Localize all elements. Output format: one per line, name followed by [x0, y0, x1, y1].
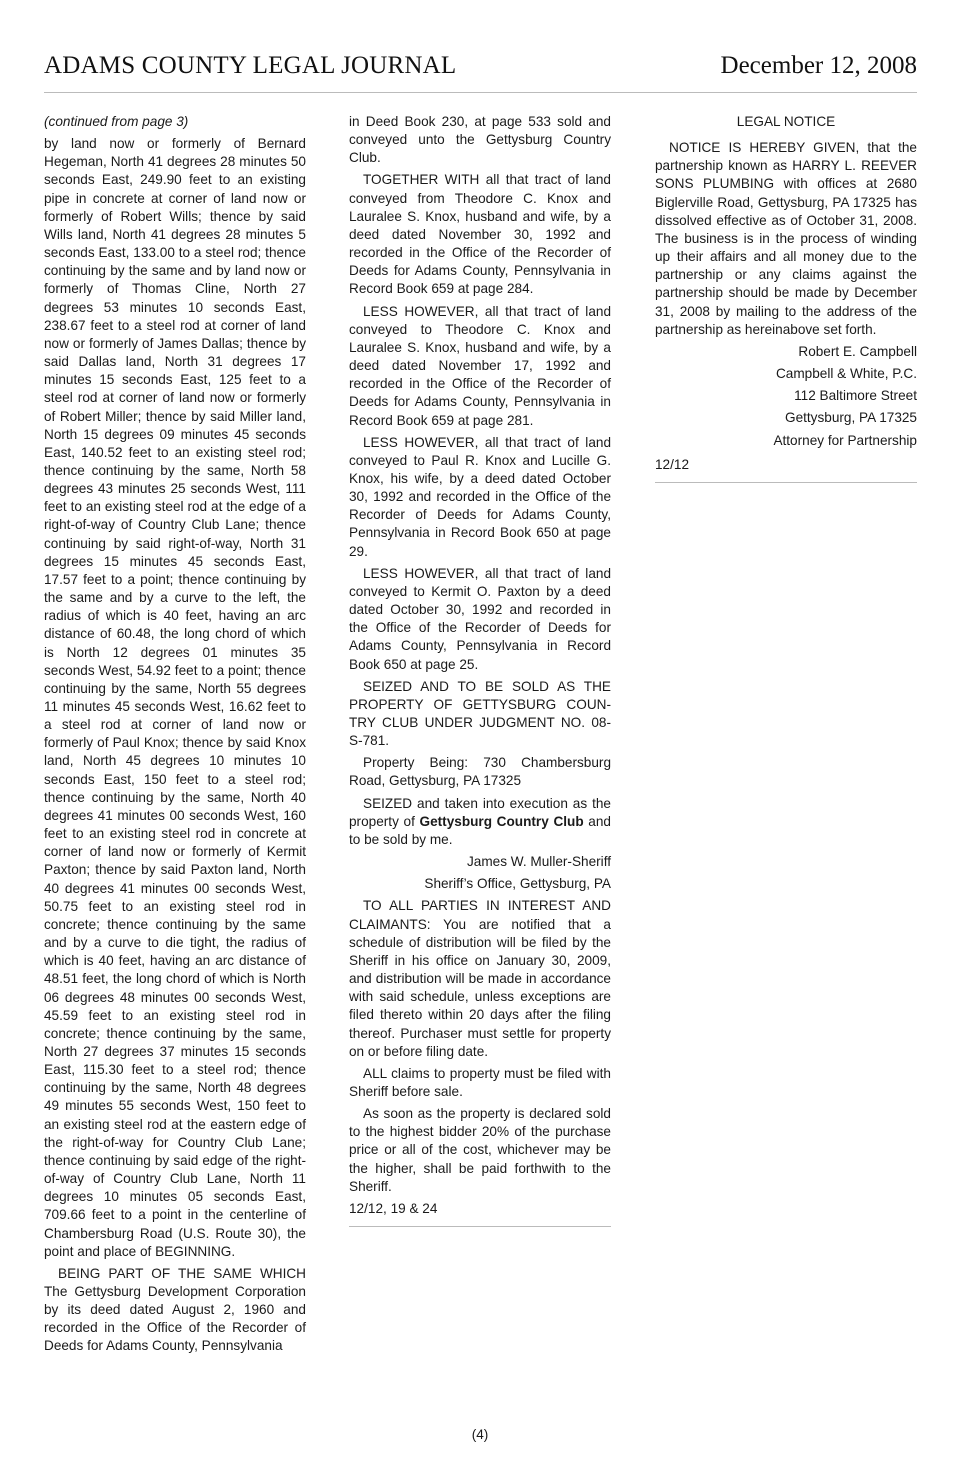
- dissolution-notice-paragraph: NOTICE IS HEREBY GIVEN, that the partnership known as HARRY L. REEVER SONS PLUMBING with offices at 2680 Biglerville Road, Gettysburg, PA 17325 has dissolved effective as of October 31, 2008. The business is in the process of winding up their affairs and all money due to the partnership or any claims against the partnership should be made by December 31, 2008 by mailing to the address of the partnership as hereinabove set forth.: [655, 140, 917, 337]
- property-address-paragraph: Property Being: 730 Chambersburg Road, Gettysburg, PA 17325: [349, 755, 611, 789]
- distribution-notice-paragraph: TO ALL PARTIES IN INTEREST AND CLAIMANTS: You are notified that a schedule of distribution will be filed by the Sheriff in his office on January 30, 2009, and distribution will be made in accordance with said schedule, unless exceptions are filed thereto within 20 days after the filing thereof. Purchaser must settle for property on or before filing date.: [349, 898, 611, 1059]
- sheriff-signature-name: James W. Muller-Sheriff: [466, 854, 611, 870]
- less-however-paragraph-3: LESS HOWEVER, all that tract of land conveyed to Kermit O. Paxton by a deed dated October 30, 1992 and recorded in the Office of the Recorder of Deeds for Adams County, Pennsylvania in Record Book 650 at page 25.: [349, 565, 611, 672]
- firm-city: Gettysburg, PA 17325: [785, 410, 917, 426]
- together-with-paragraph: TOGETHER WITH all that tract of land conveyed from Theodore C. Knox and Lauralee S. Knox, husband and wife, by a deed dated November 30, 1992 and recorded in the Office of the Recorder of Deeds for Adams County, Pennsylvania in Record Book 659 at page 284.: [349, 172, 611, 297]
- sheriff-signature-office: Sheriff’s Office, Gettysburg, PA: [424, 876, 611, 892]
- page-number: (4): [471, 1427, 489, 1442]
- execution-paragraph: [349, 795, 611, 849]
- less-however-paragraph-2: LESS HOWEVER, all that tract of land conveyed to Paul R. Knox and Lucille G. Knox, his wife, by a deed dated October 30, 1992 and recorded in the Office of the Recorder of Deeds for Adams County, Pennsylvania in Record Book 650 at page 29.: [349, 434, 611, 559]
- execution-text-post: and to be sold by me.: [349, 813, 611, 847]
- being-part-paragraph: BEING PART OF THE SAME WHICH The Gettysburg Development Corporation by its deed dated August 2, 1960 and recorded in the Office of the Recorder of Deeds for Adams County, Pennsylvania: [44, 1265, 306, 1354]
- seized-notice-paragraph: SEIZED AND TO BE SOLD AS THE PROPERTY OF GETTYSBURG COUNTRY CLUB UNDER JUDGMENT NO. 08-S-781.: [349, 678, 611, 749]
- deed-book-paragraph: in Deed Book 230, at page 533 sold and conveyed unto the Gettysburg Country Club.: [349, 114, 611, 166]
- attorney-name: Robert E. Campbell: [798, 343, 917, 359]
- column-3: [655, 113, 917, 483]
- attorney-role: Attorney for Partnership: [773, 432, 917, 448]
- page-header: [44, 52, 917, 93]
- column-1: [44, 113, 306, 1360]
- firm-street: 112 Baltimore Street: [794, 388, 917, 404]
- claims-paragraph: ALL claims to property must be filed with Sheriff before sale.: [349, 1065, 611, 1099]
- column-2: [349, 113, 611, 1227]
- less-however-paragraph-1: LESS HOWEVER, all that tract of land conveyed to Theodore C. Knox and Lauralee S. Knox, husband and wife, by a deed dated November 17, 1992 and recorded in the Office of the Recorder of Deeds for Adams County, Pennsylvania in Record Book 659 at page 281.: [349, 303, 611, 428]
- publication-date: 12/12: [655, 456, 690, 472]
- continued-note: (continued from page 3): [44, 114, 189, 129]
- property-owner-name: Gettysburg Country Club: [419, 813, 584, 829]
- payment-terms-paragraph: As soon as the property is declared sold to the highest bidder 20% of the purchase price or all of the cost, whichever may be the higher, shall be paid forthwith to the Sheriff.: [349, 1106, 611, 1194]
- execution-text-pre: SEIZED and taken into execution as the property of: [349, 795, 611, 829]
- law-firm: Campbell & White, P.C.: [775, 366, 917, 382]
- legal-notice-heading: LEGAL NOTICE: [736, 114, 836, 129]
- property-description-paragraph: by land now or formerly of Bernard Hegeman, North 41 degrees 28 minutes 50 seconds East, 249.90 feet to an existing pipe in concrete at corner of land now or formerly of Robert Wills; thence by said Wills land, North 41 degrees 28 minutes 5 seconds East, 133.00 to a steel rod; thence continuing by the same and by land now or formerly of Thomas Cline, North 27 degrees 53 minutes 10 seconds East, 238.67 feet to a steel rod at corner of land now or formerly of James Dallas; thence by said Dallas land, North 31 degrees 17 minutes 15 seconds East, 125 feet to a steel rod at corner of land now or formerly of Robert Miller; thence by said Miller land, North 15 degrees 09 minutes 45 seconds East, 140.52 feet to an existing steel rod; thence continuing by the same, North 58 degrees 43 minutes 25 seconds West, 111 feet to an existing steel rod at the edge of a right-of-way of Country Club Lane; thence continuing by said right-of-way, North 31 degrees 15 minutes 45 seconds East, 17.57 feet to a point; thence continuing by the same and by a curve to the left, the radius of which is 40 feet, having an arc distance of 60.48, the long chord of which is North 12 degrees 01 minutes 35 seconds West, 54.92 feet to a point; thence continuing by the same, North 55 degrees 11 minutes 45 seconds West, 16.62 feet to a steel rod at corner of land now or formerly of Paul Knox; thence by said Knox land, North 45 degrees 10 minutes 10 seconds East, 150 feet to a steel rod; thence continuing by the same, North 40 degrees 41 minutes 00 seconds West, 160 feet to an existing steel rod in concrete at corner of land now or formerly of Kermit Paxton; thence by said Paxton land, North 40 degrees 41 minutes 00 seconds West, 50.75 feet to an existing steel rod in concrete; thence continuing by the same and by a curve to die tight, the radius of which is 40 feet, having an arc distance of 48.51 feet, the long chord of which is North 06 degrees 48 minutes 00 seconds West, 45.59 feet to an existing steel rod in concrete; thence continuing by the same, North 27 degrees 37 minutes 15 seconds East, 115.30 feet to a steel rod; thence continuing by the same, North 48 degrees 49 minutes 55 seconds West, 150 feet to an existing steel rod at the eastern edge of the right-of-way for Country Club Lane; thence continuing by said edge of the right-of-way of Country Club Lane, North 11 degrees 10 minutes 05 seconds East, 709.66 feet to a point in the centerline of Chambersburg Road (U.S. Route 30), the point and place of BEGINNING.: [44, 136, 306, 1259]
- issue-date: December 12, 2008: [720, 52, 917, 79]
- notice-divider: [349, 1226, 611, 1227]
- publication-dates: 12/12, 19 & 24: [349, 1200, 438, 1216]
- journal-title: ADAMS COUNTY LEGAL JOURNAL: [44, 52, 457, 79]
- notice-divider: [655, 482, 917, 483]
